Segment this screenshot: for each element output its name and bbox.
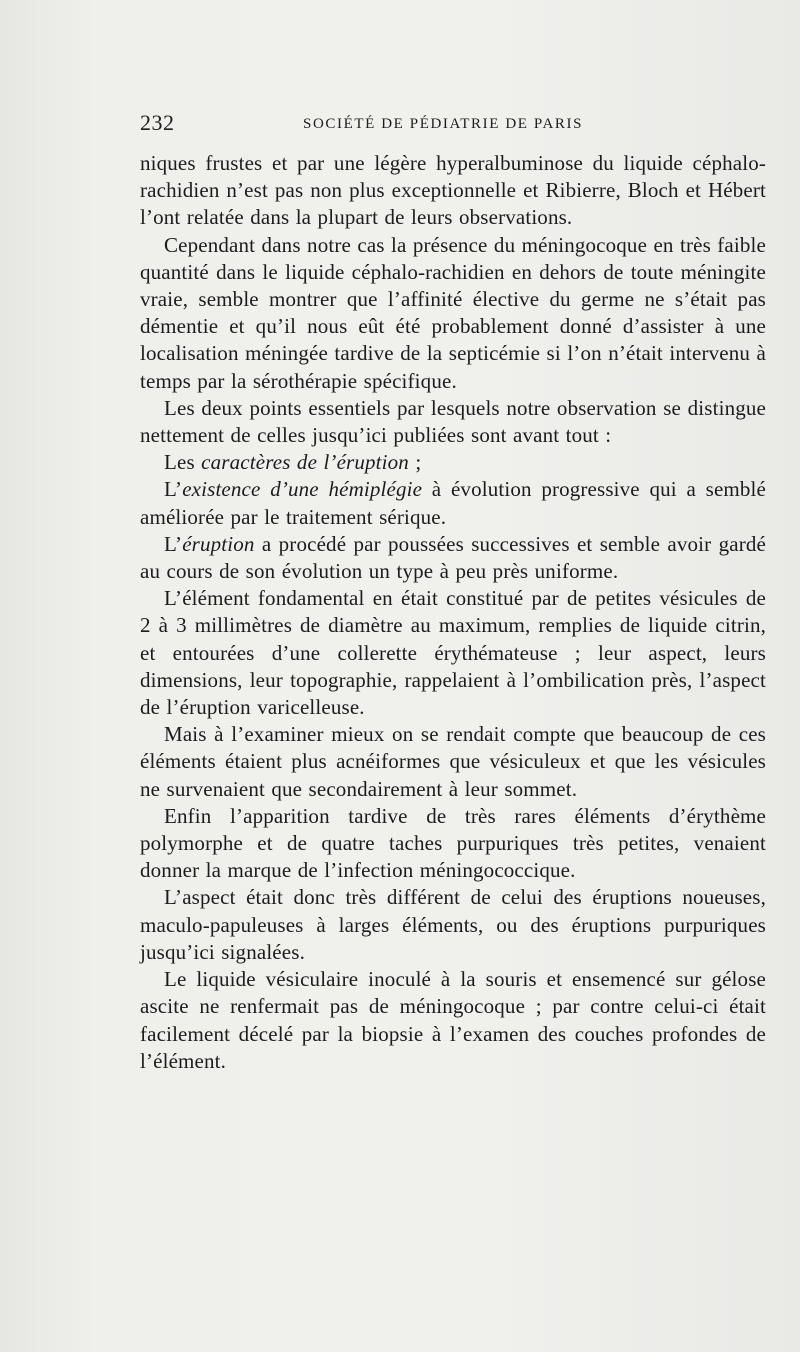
paragraph-4-rest: ; [408, 450, 422, 475]
page-header [140, 110, 760, 140]
paragraph-7: L’élément fondamental en était constitué par de petites vésicules de 2 à 3 millimètres de diamètre au maximum, remplies de liquide citrin, et entourées d’une collerette érythémateuse ; leur aspect, leurs dimensions, leur topographie, rappelaient à l’ombilication près, l’aspect de l’éruption varicelleuse. [140, 586, 766, 720]
page-number: 232 [140, 110, 175, 135]
paragraph-3: Les deux points essentiels par lesquels notre observation se distingue nettement de celles jusqu’ici publiées sont avant tout : [140, 395, 766, 448]
paragraph-6-lead: L’ [164, 531, 183, 556]
running-head: SOCIÉTÉ DE PÉDIATRIE DE PARIS [303, 116, 584, 132]
paragraph-5 [140, 476, 766, 530]
paragraph-9: Enfin l’apparition tardive de très rares éléments d’érythème polymorphe et de quatre taches purpuriques très petites, venaient donner la marque de l’infection méningococcique. [140, 803, 766, 883]
paragraph-11: Le liquide vésiculaire inoculé à la souris et ensemencé sur gélose ascite ne renfermait pas de méningocoque ; par contre celui-ci était facilement décelé par la biopsie à l’examen des couches profondes de l’élément. [140, 967, 766, 1073]
paragraph-4-lead: Les [164, 450, 202, 475]
paragraph-8: Mais à l’examiner mieux on se rendait compte que beaucoup de ces éléments étaient plus acnéiformes que vésiculeux et que les vésicules ne survenaient que secondairement à leur sommet. [140, 722, 766, 801]
paragraph-1: niques frustes et par une légère hyperalbuminose du liquide céphalo-rachidien n’est pas non plus exceptionnelle et Ribierre, Bloch et Hébert l’ont relatée dans la plupart de leurs observations. [140, 151, 766, 230]
paragraph-4 [140, 449, 766, 476]
paragraph-10: L’aspect était donc très différent de celui des éruptions noueuses, maculo-papuleuses à larges éléments, ou des éruptions purpuriques jusqu’ici signalées. [140, 885, 766, 964]
paragraph-6-rest: a procédé par poussées successives et semble avoir gardé au cours de son évolution un type à peu près uniforme. [140, 531, 766, 584]
paragraph-5-lead: L’ [164, 477, 183, 502]
paragraph-5-rest: à évolution progressive qui a semblé améliorée par le traitement sérique. [140, 477, 767, 529]
body-text [140, 150, 766, 1075]
paragraph-5-emphasis: existence d’une hémiplégie [182, 477, 423, 502]
paragraph-2: Cependant dans notre cas la présence du méningocoque en très faible quantité dans le liquide céphalo-rachidien en dehors de toute méningite vraie, semble montrer que l’affinité élective du germe ne s’était pas démentie et qu’il nous eût été probablement donné d’assister à une localisation méningée tardive de la septicémie si l’on n’était intervenu à temps par la sérothérapie spécifique. [140, 232, 766, 393]
paragraph-4-emphasis: caractères de l’éruption [201, 450, 409, 475]
paragraph-6 [140, 531, 766, 585]
paragraph-6-emphasis: éruption [182, 531, 255, 556]
